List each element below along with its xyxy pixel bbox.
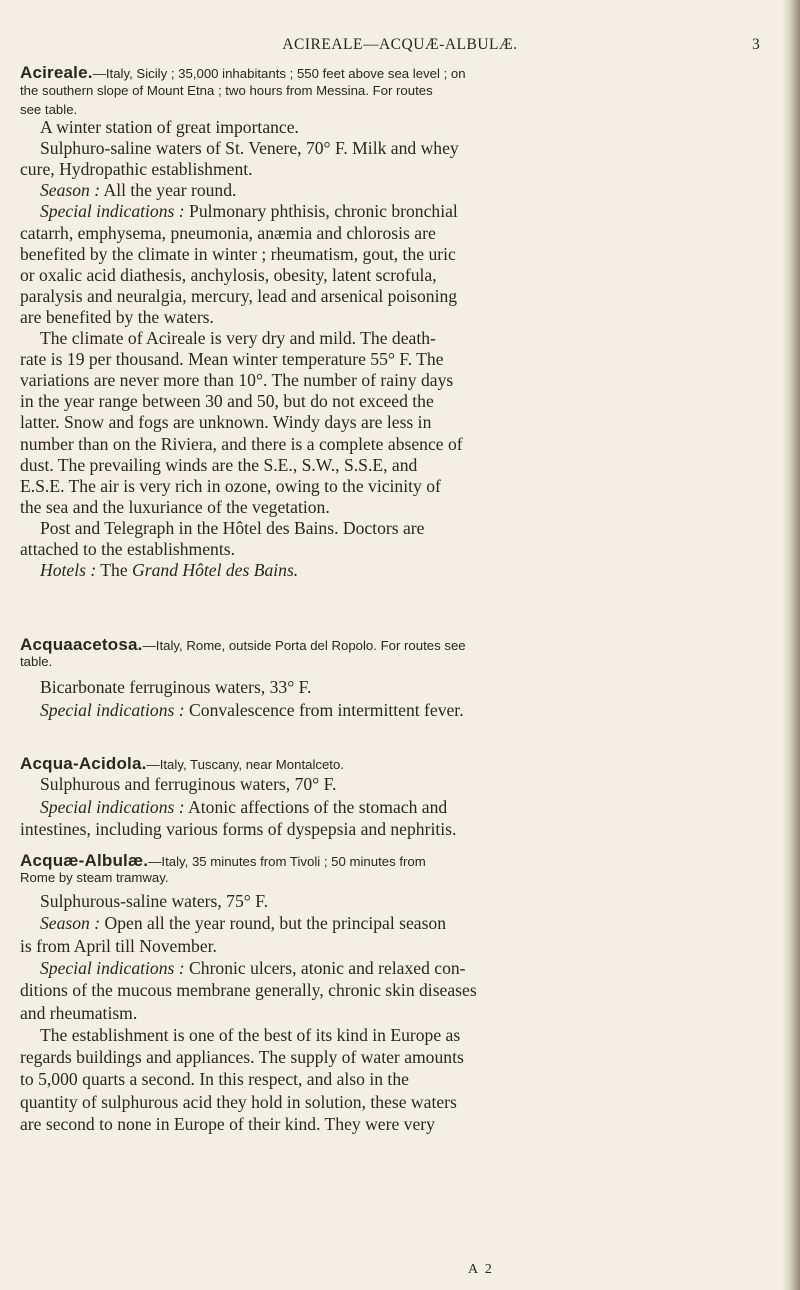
body-text: the sea and the luxuriance of the vegetation. <box>20 496 330 517</box>
body-text: Sulphurous and ferruginous waters, 70° F. <box>40 774 337 794</box>
section-label: Season : <box>40 913 101 934</box>
body-line <box>40 138 459 159</box>
body-text: Pulmonary phthisis, chronic bronchial <box>184 201 458 222</box>
section-label: Special indications : <box>40 957 185 978</box>
body-text: A winter station of great importance. <box>40 117 299 137</box>
section-label: Season : <box>40 180 101 201</box>
body-text: dust. The prevailing winds are the S.E., S.W., S.S.E, and <box>20 454 418 475</box>
body-line <box>20 159 253 180</box>
body-line <box>20 244 456 265</box>
body-text: are benefited by the waters. <box>20 306 214 327</box>
body-line <box>20 1069 409 1090</box>
section-label: Special indications : <box>40 796 185 817</box>
body-line <box>40 117 299 138</box>
hotel-name: Grand Hôtel des Bains. <box>132 560 299 581</box>
body-text: The establishment is one of the best of its kind in Europe as <box>40 1024 461 1045</box>
body-text: catarrh, emphysema, pneumonia, anæmia and chlorosis are <box>20 222 436 243</box>
body-text: The <box>96 560 133 581</box>
body-line <box>20 391 434 412</box>
body-line <box>20 539 235 560</box>
body-line <box>20 936 217 957</box>
body-text: and rheumatism. <box>20 1002 138 1023</box>
body-line <box>40 958 466 979</box>
running-head: ACIREALE—ACQUÆ-ALBULÆ. <box>282 36 518 53</box>
page-number: 3 <box>752 36 760 53</box>
body-line <box>20 1047 464 1068</box>
body-line <box>40 891 268 912</box>
body-line <box>20 412 431 433</box>
signature-mark: A 2 <box>468 1262 494 1277</box>
body-text: All the year round. <box>100 180 237 201</box>
body-text: The climate of Acireale is very dry and mild. The death- <box>40 328 436 348</box>
body-line <box>40 328 436 349</box>
body-line <box>20 497 330 518</box>
section-label: Special indications : <box>40 201 185 222</box>
body-text: to 5,000 quarts a second. In this respect, and also in the <box>20 1069 409 1090</box>
entry-heading-line <box>20 754 344 774</box>
body-text: variations are never more than 10°. The number of rainy days <box>20 370 454 391</box>
body-text: paralysis and neuralgia, mercury, lead and arsenical poisoning <box>20 285 458 306</box>
section-label: Special indications : <box>40 699 185 720</box>
body-line <box>20 476 441 497</box>
body-text: Bicarbonate ferruginous waters, 33° F. <box>40 677 312 697</box>
body-line <box>20 349 444 370</box>
body-line <box>40 913 446 934</box>
entry-heading-line <box>20 63 466 83</box>
body-text: E.S.E. The air is very rich in ozone, owing to the vicinity of <box>20 475 441 496</box>
page-edge-shadow <box>782 0 800 1290</box>
body-line <box>20 370 453 391</box>
body-line <box>20 434 463 455</box>
body-text: cure, Hydropathic establishment. <box>20 159 253 180</box>
entry-location-text: the southern slope of Mount Etna ; two hours from Messina. For routes <box>20 82 433 98</box>
body-text: Post and Telegraph in the Hôtel des Bains. Doctors are <box>40 517 425 538</box>
body-text: latter. Snow and fogs are unknown. Windy days are less in <box>20 412 432 433</box>
body-line <box>20 980 477 1001</box>
body-text: in the year range between 30 and 50, but do not exceed the <box>20 391 434 412</box>
body-line <box>40 180 236 201</box>
body-line <box>20 455 417 476</box>
body-text: ditions of the mucous membrane generally, chronic skin diseases <box>20 980 477 1001</box>
body-line <box>20 1003 137 1024</box>
entry-headword: Acquæ-Albulæ. <box>20 851 149 870</box>
body-text: Convalescence from intermittent fever. <box>184 699 464 720</box>
body-line <box>20 1114 435 1135</box>
entry-location-text: Rome by steam tramway. <box>20 870 169 885</box>
body-line <box>40 797 447 818</box>
body-line <box>20 286 457 307</box>
section-label: Hotels : <box>40 560 97 581</box>
entry-headword: Acqua-Acidola. <box>20 754 147 773</box>
body-text: is from April till November. <box>20 935 217 956</box>
body-text: intestines, including various forms of dyspepsia and nephritis. <box>20 819 457 839</box>
entry-headword: Acquaacetosa. <box>20 635 143 654</box>
body-line <box>40 677 311 698</box>
body-line <box>40 560 298 581</box>
entry-location-text: —Italy, 35 minutes from Tivoli ; 50 minutes from <box>148 854 426 869</box>
body-text: are second to none in Europe of their kind. They were very <box>20 1114 435 1134</box>
body-line <box>20 1092 457 1113</box>
body-text: Chronic ulcers, atonic and relaxed con- <box>184 957 466 978</box>
entry-location-text: see table. <box>20 102 78 117</box>
entry-headword: Acireale. <box>20 63 93 82</box>
body-line <box>20 265 437 286</box>
body-text: Sulphuro-saline waters of St. Venere, 70° F. Milk and whey <box>40 138 459 159</box>
body-line <box>40 774 336 795</box>
body-line <box>20 819 456 840</box>
body-text: or oxalic acid diathesis, anchylosis, obesity, latent scrofula, <box>20 264 437 285</box>
body-text: quantity of sulphurous acid they hold in solution, these waters <box>20 1091 457 1112</box>
entry-heading-line <box>20 635 466 655</box>
body-text: Atonic affections of the stomach and <box>184 796 448 817</box>
body-text: Sulphurous-saline waters, 75° F. <box>40 891 268 911</box>
body-text: attached to the establishments. <box>20 539 235 559</box>
body-line <box>40 518 424 539</box>
body-line <box>40 700 464 721</box>
body-line <box>20 223 436 244</box>
body-text: number than on the Riviera, and there is a complete absence of <box>20 433 463 454</box>
body-text: benefited by the climate in winter ; rheumatism, gout, the uric <box>20 243 456 264</box>
body-line <box>40 1025 460 1046</box>
entry-heading-line <box>20 851 426 871</box>
body-text: rate is 19 per thousand. Mean winter temperature 55° F. The <box>20 349 444 370</box>
body-text: regards buildings and appliances. The supply of water amounts <box>20 1047 464 1068</box>
entry-location-text: —Italy, Rome, outside Porta del Ropolo. For routes see <box>142 638 466 653</box>
body-line <box>20 307 214 328</box>
entry-location-text: table. <box>20 654 53 669</box>
body-text: Open all the year round, but the principal season <box>100 913 447 934</box>
entry-location-text: —Italy, Sicily ; 35,000 inhabitants ; 550 feet above sea level ; on <box>92 66 466 81</box>
entry-location-text: —Italy, Tuscany, near Montalceto. <box>146 757 344 772</box>
body-line <box>40 201 458 222</box>
